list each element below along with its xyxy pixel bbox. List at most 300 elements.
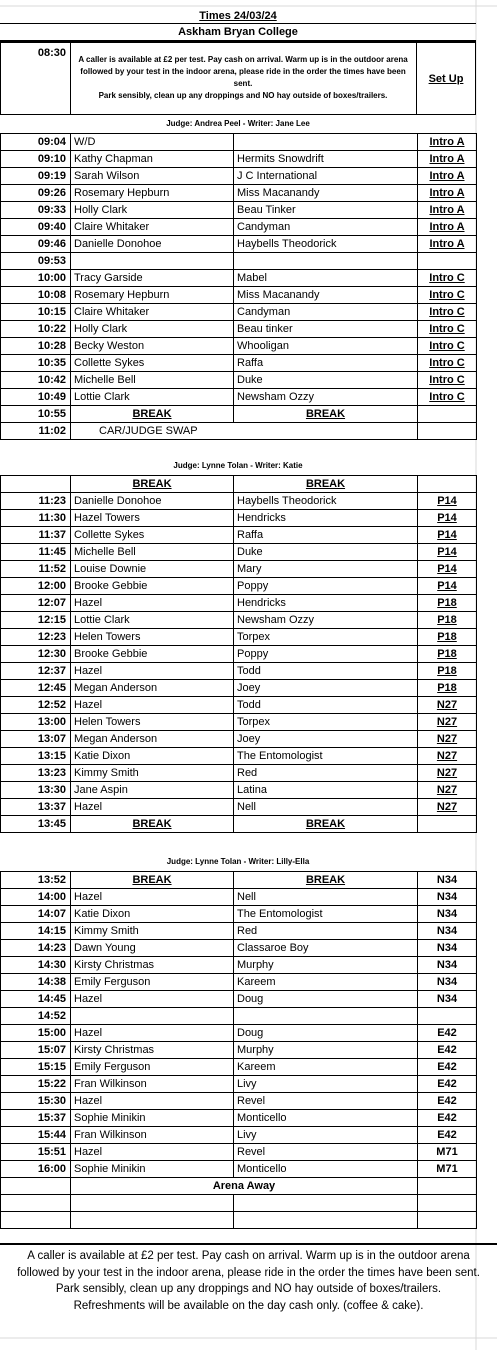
- rider-cell: Emily Ferguson: [71, 974, 234, 991]
- time-cell: 11:30: [1, 510, 71, 527]
- rider-cell: Hazel: [71, 1093, 234, 1110]
- time-cell: 09:19: [1, 168, 71, 185]
- rider-cell: Hazel: [71, 799, 234, 816]
- footer-line-3: Refreshments will be available on the day cash only. (coffee & cake).: [73, 1299, 424, 1312]
- table-row: [1, 578, 477, 595]
- rider-cell: Helen Towers: [71, 714, 234, 731]
- horse-cell: Candyman: [234, 219, 418, 236]
- table-row: [1, 1127, 477, 1144]
- rider-cell: Kimmy Smith: [71, 765, 234, 782]
- test-cell: P18: [418, 629, 477, 646]
- rider-cell: Rosemary Hepburn: [71, 287, 234, 304]
- rider-cell: Katie Dixon: [71, 748, 234, 765]
- break-label: BREAK: [71, 816, 234, 833]
- horse-cell: Whooligan: [234, 338, 418, 355]
- break-label: BREAK: [234, 476, 418, 493]
- horse-cell: Raffa: [234, 527, 418, 544]
- horse-cell: The Entomologist: [234, 906, 418, 923]
- time-cell: 14:07: [1, 906, 71, 923]
- time-cell: 09:40: [1, 219, 71, 236]
- rider-cell: Helen Towers: [71, 629, 234, 646]
- horse-cell: [234, 1212, 418, 1229]
- time-cell: 15:30: [1, 1093, 71, 1110]
- test-cell: N27: [418, 714, 477, 731]
- table-row: [1, 236, 477, 253]
- time-cell: [1, 1195, 71, 1212]
- rider-cell: [71, 1008, 234, 1025]
- judge-writer-2: Judge: Lynne Tolan - Writer: Katie: [173, 461, 303, 470]
- time-cell: 09:26: [1, 185, 71, 202]
- horse-cell: Miss Macanandy: [234, 185, 418, 202]
- break-label: BREAK: [71, 872, 234, 889]
- time-cell: 13:00: [1, 714, 71, 731]
- time-cell: 13:23: [1, 765, 71, 782]
- arena-away-row: [1, 1178, 477, 1195]
- horse-cell: Red: [234, 923, 418, 940]
- time-cell: 14:15: [1, 923, 71, 940]
- test-cell: N34: [418, 957, 477, 974]
- horse-cell: Nell: [234, 889, 418, 906]
- test-cell: E42: [418, 1093, 477, 1110]
- table-row: [1, 1042, 477, 1059]
- rider-cell: Sophie Minikin: [71, 1110, 234, 1127]
- rider-cell: Claire Whitaker: [71, 304, 234, 321]
- rider-cell: Sarah Wilson: [71, 168, 234, 185]
- test-cell: N34: [418, 991, 477, 1008]
- time-cell: 15:07: [1, 1042, 71, 1059]
- time-cell: 12:30: [1, 646, 71, 663]
- time-cell: 09:33: [1, 202, 71, 219]
- rider-cell: Holly Clark: [71, 321, 234, 338]
- rider-cell: [71, 1195, 234, 1212]
- rider-cell: Hazel: [71, 595, 234, 612]
- test-cell: Intro A: [418, 151, 477, 168]
- test-cell: N27: [418, 765, 477, 782]
- time-cell: 11:02: [1, 423, 71, 440]
- horse-cell: Newsham Ozzy: [234, 389, 418, 406]
- horse-cell: Poppy: [234, 646, 418, 663]
- horse-cell: Murphy: [234, 957, 418, 974]
- table-row: [1, 321, 477, 338]
- rider-cell: Hazel: [71, 663, 234, 680]
- table-row: [1, 1008, 477, 1025]
- rider-cell: Collette Sykes: [71, 355, 234, 372]
- empty-row: [1, 1212, 477, 1229]
- horse-cell: Livy: [234, 1127, 418, 1144]
- test-cell: M71: [418, 1144, 477, 1161]
- table-row: [1, 219, 477, 236]
- horse-cell: Joey: [234, 731, 418, 748]
- table-row: [1, 527, 477, 544]
- table-row: [1, 629, 477, 646]
- table-row: [1, 510, 477, 527]
- table-row: [1, 731, 477, 748]
- rider-cell: Becky Weston: [71, 338, 234, 355]
- horse-cell: Red: [234, 765, 418, 782]
- table-row: [1, 1161, 477, 1178]
- time-cell: 15:22: [1, 1076, 71, 1093]
- time-cell: 10:35: [1, 355, 71, 372]
- test-cell: [418, 1178, 477, 1195]
- table-row: [1, 493, 477, 510]
- horse-cell: Kareem: [234, 974, 418, 991]
- test-cell: N34: [418, 889, 477, 906]
- rider-cell: Jane Aspin: [71, 782, 234, 799]
- horse-cell: [234, 1195, 418, 1212]
- time-cell: 13:45: [1, 816, 71, 833]
- horse-cell: Torpex: [234, 714, 418, 731]
- table-row: [1, 372, 477, 389]
- horse-cell: Hendricks: [234, 510, 418, 527]
- table-row: [1, 1025, 477, 1042]
- test-cell: N34: [418, 940, 477, 957]
- break-label: BREAK: [234, 816, 418, 833]
- time-cell: [1, 1178, 71, 1195]
- rider-cell: Dawn Young: [71, 940, 234, 957]
- table-row: [1, 151, 477, 168]
- time-cell: 09:53: [1, 253, 71, 270]
- test-cell: Intro C: [418, 304, 477, 321]
- horse-cell: J C International: [234, 168, 418, 185]
- horse-cell: Miss Macanandy: [234, 287, 418, 304]
- test-cell: [418, 1212, 477, 1229]
- schedule-table-1: [0, 133, 477, 440]
- rider-cell: Fran Wilkinson: [71, 1076, 234, 1093]
- horse-cell: Monticello: [234, 1110, 418, 1127]
- rider-cell: Michelle Bell: [71, 544, 234, 561]
- test-cell: N34: [418, 872, 477, 889]
- table-row: [1, 561, 477, 578]
- test-cell: N27: [418, 799, 477, 816]
- test-cell: E42: [418, 1042, 477, 1059]
- test-cell: P14: [418, 527, 477, 544]
- test-cell: E42: [418, 1127, 477, 1144]
- time-cell: 10:55: [1, 406, 71, 423]
- time-cell: 09:10: [1, 151, 71, 168]
- rider-cell: Sophie Minikin: [71, 1161, 234, 1178]
- rider-cell: Holly Clark: [71, 202, 234, 219]
- test-cell: P14: [418, 561, 477, 578]
- rider-cell: Hazel: [71, 1144, 234, 1161]
- time-cell: 10:49: [1, 389, 71, 406]
- horse-cell: Hendricks: [234, 595, 418, 612]
- horse-cell: Haybells Theodorick: [234, 493, 418, 510]
- table-row: [1, 612, 477, 629]
- rider-cell: Lottie Clark: [71, 612, 234, 629]
- table-row: [1, 544, 477, 561]
- horse-cell: Torpex: [234, 629, 418, 646]
- test-cell: P14: [418, 544, 477, 561]
- test-cell: Intro A: [418, 219, 477, 236]
- rider-cell: Louise Downie: [71, 561, 234, 578]
- test-cell: P14: [418, 493, 477, 510]
- time-cell: 12:52: [1, 697, 71, 714]
- time-cell: 10:15: [1, 304, 71, 321]
- rider-cell: Hazel: [71, 697, 234, 714]
- time-cell: 12:07: [1, 595, 71, 612]
- horse-cell: Duke: [234, 544, 418, 561]
- time-cell: 10:22: [1, 321, 71, 338]
- horse-cell: Latina: [234, 782, 418, 799]
- rider-cell: Danielle Donohoe: [71, 493, 234, 510]
- table-row: [1, 923, 477, 940]
- time-cell: 12:37: [1, 663, 71, 680]
- time-cell: 09:46: [1, 236, 71, 253]
- table-row: [1, 906, 477, 923]
- schedule-table-3: [0, 871, 477, 1229]
- table-row: [1, 355, 477, 372]
- test-cell: Intro A: [418, 134, 477, 151]
- rider-cell: Michelle Bell: [71, 372, 234, 389]
- rider-cell: Hazel Towers: [71, 510, 234, 527]
- table-row: [1, 714, 477, 731]
- time-cell: 13:15: [1, 748, 71, 765]
- time-cell: 11:45: [1, 544, 71, 561]
- time-cell: 14:38: [1, 974, 71, 991]
- horse-cell: Mary: [234, 561, 418, 578]
- test-cell: Intro C: [418, 372, 477, 389]
- empty-row: [1, 1195, 477, 1212]
- table-row: [1, 338, 477, 355]
- break-label: BREAK: [234, 406, 418, 423]
- table-row: [1, 287, 477, 304]
- horse-cell: Revel: [234, 1093, 418, 1110]
- test-cell: E42: [418, 1110, 477, 1127]
- rider-cell: Emily Ferguson: [71, 1059, 234, 1076]
- horse-cell: Monticello: [234, 1161, 418, 1178]
- time-cell: 15:51: [1, 1144, 71, 1161]
- time-cell: 10:08: [1, 287, 71, 304]
- rider-cell: W/D: [71, 134, 234, 151]
- table-row: [1, 1093, 477, 1110]
- test-cell: M71: [418, 1161, 477, 1178]
- test-cell: P18: [418, 646, 477, 663]
- horse-cell: Livy: [234, 1076, 418, 1093]
- test-cell: N27: [418, 697, 477, 714]
- venue-name: Askham Bryan College: [178, 26, 298, 38]
- table-row: [1, 202, 477, 219]
- time-cell: 15:15: [1, 1059, 71, 1076]
- horse-cell: Haybells Theodorick: [234, 236, 418, 253]
- test-cell: Intro C: [418, 355, 477, 372]
- footer-notice: [0, 1246, 497, 1332]
- time-cell: 12:15: [1, 612, 71, 629]
- table-row: [1, 134, 477, 151]
- test-cell: P18: [418, 595, 477, 612]
- footer-line-1: A caller is available at £2 per test. Pay cash on arrival. Warm up is in the outdoor arena followed by your test in the indoor arena, please ride in the order the times have been sent.: [17, 1250, 480, 1279]
- table-row: [1, 765, 477, 782]
- test-cell: E42: [418, 1076, 477, 1093]
- test-cell: Intro A: [418, 202, 477, 219]
- judge-writer-1: Judge: Andrea Peel - Writer: Jane Lee: [166, 119, 310, 128]
- rider-cell: Kathy Chapman: [71, 151, 234, 168]
- rider-cell: Kimmy Smith: [71, 923, 234, 940]
- break-label: BREAK: [71, 406, 234, 423]
- time-cell: 10:00: [1, 270, 71, 287]
- test-cell: P18: [418, 680, 477, 697]
- setup-header: Set Up: [417, 43, 476, 115]
- table-row: [1, 389, 477, 406]
- table-row: [1, 799, 477, 816]
- schedule-title: Times 24/03/24: [199, 10, 277, 22]
- test-cell: E42: [418, 1025, 477, 1042]
- time-cell: 11:52: [1, 561, 71, 578]
- break-row: [1, 872, 477, 889]
- table-row: [1, 991, 477, 1008]
- table-row: [1, 889, 477, 906]
- break-label: BREAK: [71, 476, 234, 493]
- horse-cell: Beau Tinker: [234, 202, 418, 219]
- horse-cell: Mabel: [234, 270, 418, 287]
- time-cell: 14:52: [1, 1008, 71, 1025]
- horse-cell: Murphy: [234, 1042, 418, 1059]
- horse-cell: Hermits Snowdrift: [234, 151, 418, 168]
- rider-cell: Megan Anderson: [71, 731, 234, 748]
- rider-cell: Fran Wilkinson: [71, 1127, 234, 1144]
- horse-cell: Nell: [234, 799, 418, 816]
- test-cell: Intro A: [418, 236, 477, 253]
- footer-line-2: Park sensibly, clean up any droppings and NO hay outside of boxes/trailers.: [55, 1283, 442, 1295]
- table-row: [1, 663, 477, 680]
- intro-time: 08:30: [1, 43, 71, 115]
- rider-cell: Danielle Donohoe: [71, 236, 234, 253]
- horse-cell: Candyman: [234, 304, 418, 321]
- time-cell: 15:44: [1, 1127, 71, 1144]
- break-label: BREAK: [234, 872, 418, 889]
- table-row: [1, 782, 477, 799]
- rider-cell: Rosemary Hepburn: [71, 185, 234, 202]
- test-cell: Intro A: [418, 185, 477, 202]
- test-cell: [418, 253, 477, 270]
- time-cell: 09:04: [1, 134, 71, 151]
- time-cell: 12:00: [1, 578, 71, 595]
- rider-cell: Lottie Clark: [71, 389, 234, 406]
- table-row: [1, 304, 477, 321]
- time-cell: 12:45: [1, 680, 71, 697]
- rider-cell: Hazel: [71, 889, 234, 906]
- rider-cell: Megan Anderson: [71, 680, 234, 697]
- footer-top-border: [0, 1243, 497, 1245]
- test-cell: N34: [418, 906, 477, 923]
- time-cell: 14:00: [1, 889, 71, 906]
- time-cell: 14:30: [1, 957, 71, 974]
- time-cell: 14:23: [1, 940, 71, 957]
- swap-label: CAR/JUDGE SWAP: [71, 423, 418, 440]
- table-row: [1, 1144, 477, 1161]
- test-cell: [418, 476, 477, 493]
- rider-cell: Kirsty Christmas: [71, 1042, 234, 1059]
- header-divider: [0, 23, 476, 24]
- time-cell: 13:30: [1, 782, 71, 799]
- table-row: [1, 748, 477, 765]
- horse-cell: Beau tinker: [234, 321, 418, 338]
- rider-cell: Hazel: [71, 1025, 234, 1042]
- test-cell: N27: [418, 731, 477, 748]
- time-cell: 15:37: [1, 1110, 71, 1127]
- schedule-table-2: [0, 475, 477, 833]
- swap-row: [1, 423, 477, 440]
- time-cell: 14:45: [1, 991, 71, 1008]
- table-row: [1, 1076, 477, 1093]
- test-cell: Intro C: [418, 338, 477, 355]
- rider-cell: Katie Dixon: [71, 906, 234, 923]
- test-cell: N27: [418, 748, 477, 765]
- rider-cell: Collette Sykes: [71, 527, 234, 544]
- test-cell: [418, 816, 477, 833]
- table-row: [1, 168, 477, 185]
- table-row: [1, 680, 477, 697]
- horse-cell: Todd: [234, 663, 418, 680]
- horse-cell: Duke: [234, 372, 418, 389]
- table-row: [1, 595, 477, 612]
- test-cell: Intro C: [418, 389, 477, 406]
- test-cell: N34: [418, 974, 477, 991]
- horse-cell: [234, 1008, 418, 1025]
- table-row: [1, 270, 477, 287]
- break-row: [1, 816, 477, 833]
- horse-cell: [234, 134, 418, 151]
- test-cell: Intro C: [418, 270, 477, 287]
- horse-cell: Revel: [234, 1144, 418, 1161]
- test-cell: P14: [418, 578, 477, 595]
- test-cell: Intro C: [418, 321, 477, 338]
- time-cell: 12:23: [1, 629, 71, 646]
- rider-cell: Brooke Gebbie: [71, 646, 234, 663]
- judge-writer-3: Judge: Lynne Tolan - Writer: Lilly-Ella: [166, 857, 310, 866]
- horse-cell: [234, 253, 418, 270]
- intro-notice: [70, 42, 416, 114]
- horse-cell: Raffa: [234, 355, 418, 372]
- break-row: [1, 406, 477, 423]
- rider-cell: [71, 1212, 234, 1229]
- test-cell: [418, 1195, 477, 1212]
- arena-away-label: Arena Away: [71, 1178, 418, 1195]
- table-row: [1, 1110, 477, 1127]
- test-cell: P18: [418, 663, 477, 680]
- time-cell: 13:52: [1, 872, 71, 889]
- test-cell: [418, 1008, 477, 1025]
- horse-cell: Classaroe Boy: [234, 940, 418, 957]
- table-row: [1, 697, 477, 714]
- horse-cell: Joey: [234, 680, 418, 697]
- time-cell: 16:00: [1, 1161, 71, 1178]
- test-cell: Intro C: [418, 287, 477, 304]
- intro-notice-text-2: Park sensibly, clean up any droppings and NO hay outside of boxes/trailers.: [98, 91, 388, 100]
- table-row: [1, 940, 477, 957]
- table-row: [1, 974, 477, 991]
- horse-cell: The Entomologist: [234, 748, 418, 765]
- rider-cell: Brooke Gebbie: [71, 578, 234, 595]
- test-cell: P18: [418, 612, 477, 629]
- time-cell: 13:37: [1, 799, 71, 816]
- time-cell: 10:28: [1, 338, 71, 355]
- rider-cell: Tracy Garside: [71, 270, 234, 287]
- time-cell: 11:23: [1, 493, 71, 510]
- horse-cell: Doug: [234, 991, 418, 1008]
- table-row: [1, 646, 477, 663]
- time-cell: 10:42: [1, 372, 71, 389]
- test-cell: [418, 406, 477, 423]
- horse-cell: Todd: [234, 697, 418, 714]
- time-cell: [1, 1212, 71, 1229]
- horse-cell: Kareem: [234, 1059, 418, 1076]
- rider-cell: [71, 253, 234, 270]
- table-row: [1, 957, 477, 974]
- time-cell: 15:00: [1, 1025, 71, 1042]
- table-row: [1, 253, 477, 270]
- horse-cell: Poppy: [234, 578, 418, 595]
- intro-notice-text: A caller is available at £2 per test. Pay cash on arrival. Warm up is in the outdoor arena followed by your test in the indoor arena, please ride in the order the times have been sent.: [78, 55, 408, 88]
